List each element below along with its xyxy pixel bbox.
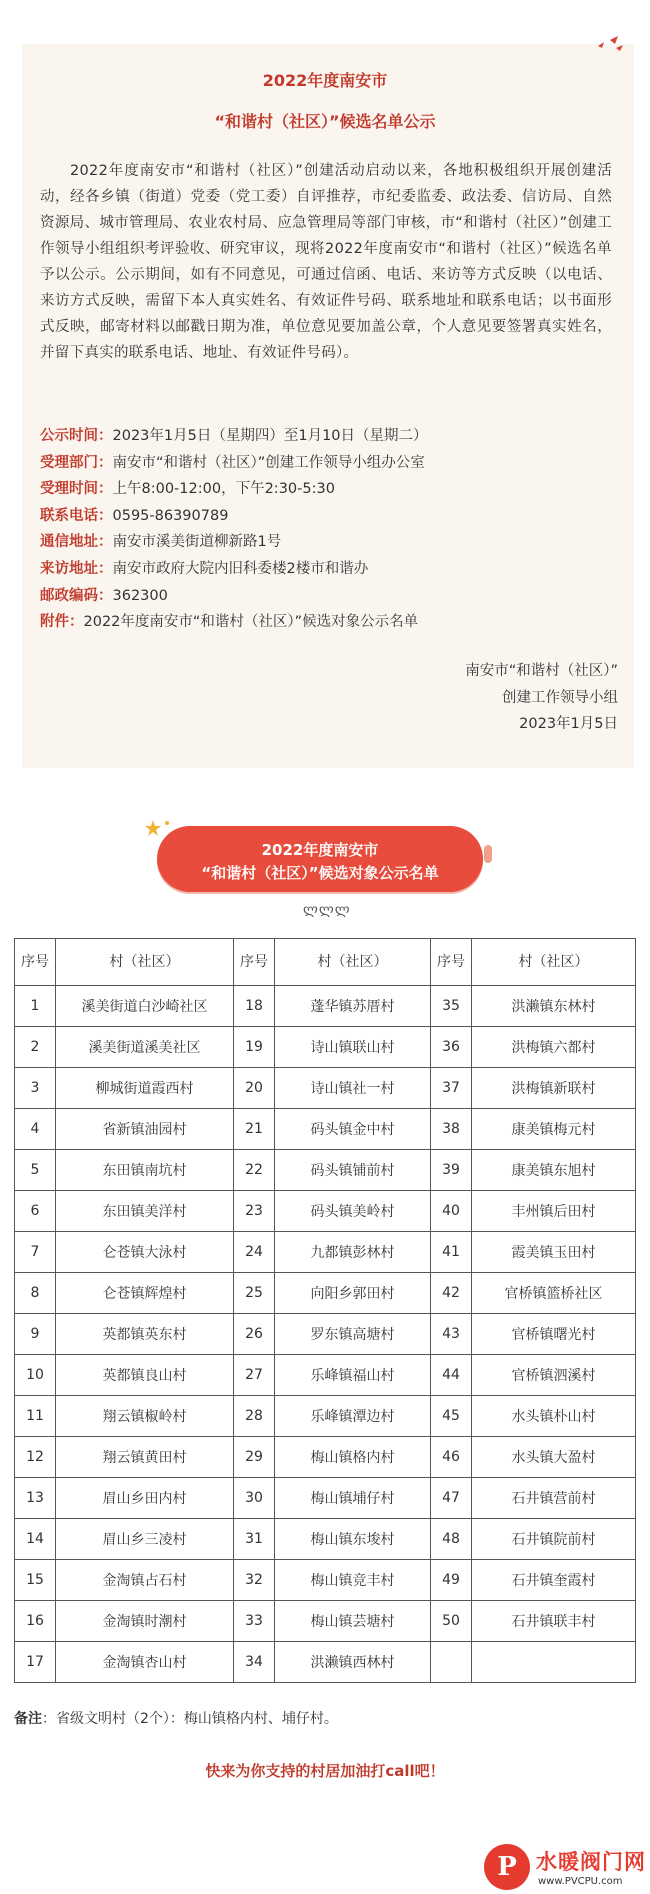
cell-village: 康美镇东旭村 xyxy=(472,1150,636,1191)
cell-number: 39 xyxy=(431,1150,472,1191)
cell-village: 码头镇金中村 xyxy=(275,1109,431,1150)
cell-number: 33 xyxy=(234,1601,275,1642)
cell-number: 42 xyxy=(431,1273,472,1314)
cell-number: 6 xyxy=(15,1191,56,1232)
info-value: 南安市政府大院内旧科委楼2楼市和谐办 xyxy=(112,560,369,577)
cell-number: 49 xyxy=(431,1560,472,1601)
cell-village: 梅山镇东埈村 xyxy=(275,1519,431,1560)
cell-village: 东田镇美洋村 xyxy=(56,1191,234,1232)
cell-number: 28 xyxy=(234,1396,275,1437)
cell-village: 官桥镇泗溪村 xyxy=(472,1355,636,1396)
cell-village: 官桥镇曙光村 xyxy=(472,1314,636,1355)
info-row-publicity-time: 公示时间：2023年1月5日（星期四）至1月10日（星期二） xyxy=(40,428,428,444)
cell-number: 3 xyxy=(15,1068,56,1109)
info-row-attachment: 附件：2022年度南安市“和谐村（社区）”候选对象公示名单 xyxy=(40,614,419,631)
cell-village: 眉山乡三凌村 xyxy=(56,1519,234,1560)
cell-number: 12 xyxy=(15,1437,56,1478)
logo-mark-icon: P xyxy=(484,1844,530,1890)
callout-text: 快来为你支持的村居加油打call吧！ xyxy=(205,1762,445,1780)
cell-village: 向阳乡郭田村 xyxy=(275,1273,431,1314)
cell-number: 18 xyxy=(234,986,275,1027)
cell-village: 石井镇联丰村 xyxy=(472,1601,636,1642)
cell-number: 1 xyxy=(15,986,56,1027)
table-row xyxy=(15,1314,636,1355)
info-value: 362300 xyxy=(112,587,168,604)
info-label: 受理部门 xyxy=(40,454,98,471)
cell-village: 康美镇梅元村 xyxy=(472,1109,636,1150)
cell-number: 10 xyxy=(15,1355,56,1396)
cell-village: 官桥镇篮桥社区 xyxy=(472,1273,636,1314)
cell-village: 翔云镇黄田村 xyxy=(56,1437,234,1478)
notice-body-text: 2022年度南安市“和谐村（社区）”创建活动启动以来，各地积极组织开展创建活动，经各乡镇（街道）党委（党工委）自评推荐，市纪委监委、政法委、信访局、自然资源局、城市管理局、农业农村局、应急管理局等部门审核，市“和谐村（社区）”创建工作领导小组组织考评验收、研究审议，现将2022年度南安市“和谐村（社区）”候选名单予以公示。公示期间，如有不同意见，可通过信函、电话、来访等方式反映（以电话、来访方式反映，需留下本人真实姓名、有效证件号码、联系地址和联系电话；以书面形式反映，邮寄材料以邮戳日期为准，单位意见要加盖公章，个人意见要签署真实姓名，并留下真实的联系电话、地址、有效证件号码）。 xyxy=(40,163,612,361)
cell-number: 40 xyxy=(431,1191,472,1232)
cell-number: 8 xyxy=(15,1273,56,1314)
cell-number: 25 xyxy=(234,1273,275,1314)
cell-number: 50 xyxy=(431,1601,472,1642)
remark-label: 备注 xyxy=(14,1711,42,1727)
site-logo xyxy=(480,1840,650,1894)
cell-number: 5 xyxy=(15,1150,56,1191)
cell-number: 43 xyxy=(431,1314,472,1355)
info-value: 南安市溪美街道柳新路1号 xyxy=(112,534,282,551)
cell-number: 7 xyxy=(15,1232,56,1273)
cell-village: 梅山镇埔仔村 xyxy=(275,1478,431,1519)
signature-group: 创建工作领导小组 xyxy=(502,689,618,706)
cell-village: 金淘镇占石村 xyxy=(56,1560,234,1601)
cell-village: 洪濑镇东林村 xyxy=(472,986,636,1027)
cell-number: 24 xyxy=(234,1232,275,1273)
cell-village: 乐峰镇潭边村 xyxy=(275,1396,431,1437)
table-row xyxy=(15,1027,636,1068)
table-row xyxy=(15,1191,636,1232)
cell-village: 溪美街道溪美社区 xyxy=(56,1027,234,1068)
cell-village: 英都镇英东村 xyxy=(56,1314,234,1355)
cell-number: 9 xyxy=(15,1314,56,1355)
signature-date: 2023年1月5日 xyxy=(519,716,618,732)
cell-village: 霞美镇玉田村 xyxy=(472,1232,636,1273)
table-row xyxy=(15,1273,636,1314)
table-row xyxy=(15,1109,636,1150)
cell-number: 15 xyxy=(15,1560,56,1601)
logo-name: 水暖阀门网 xyxy=(536,1850,646,1874)
cell-number: 27 xyxy=(234,1355,275,1396)
table-row xyxy=(15,1560,636,1601)
table-row xyxy=(15,1355,636,1396)
cell-village: 蓬华镇苏厝村 xyxy=(275,986,431,1027)
table-row xyxy=(15,1396,636,1437)
info-row-phone: 联系电话：0595-86390789 xyxy=(40,507,229,524)
cell-village: 诗山镇社一村 xyxy=(275,1068,431,1109)
table-row xyxy=(15,1519,636,1560)
swirl-decoration-icon: ლლლ xyxy=(303,902,351,918)
notice-body xyxy=(40,158,612,366)
cell-village: 仑苍镇辉煌村 xyxy=(56,1273,234,1314)
cell-village: 英都镇良山村 xyxy=(56,1355,234,1396)
cell-number: 47 xyxy=(431,1478,472,1519)
banner-line2: “和谐村（社区）”候选对象公示名单 xyxy=(201,864,439,882)
cell-number: 19 xyxy=(234,1027,275,1068)
table-row xyxy=(15,1068,636,1109)
banner-side-decoration xyxy=(484,845,492,863)
cell-number: 37 xyxy=(431,1068,472,1109)
cell-number: 46 xyxy=(431,1437,472,1478)
cell-village: 仑苍镇大泳村 xyxy=(56,1232,234,1273)
cell-village: 省新镇油园村 xyxy=(56,1109,234,1150)
cell-village: 溪美街道白沙崎社区 xyxy=(56,986,234,1027)
notice-title-line2: “和谐村（社区）”候选名单公示 xyxy=(214,112,436,131)
notice-title-line1: 2022年度南安市 xyxy=(262,71,388,90)
header-number: 序号 xyxy=(15,939,56,986)
table-row xyxy=(15,1150,636,1191)
cell-village: 石井镇院前村 xyxy=(472,1519,636,1560)
cell-village: 洪梅镇新联村 xyxy=(472,1068,636,1109)
cell-village: 九都镇彭林村 xyxy=(275,1232,431,1273)
banner-line1: 2022年度南安市 xyxy=(261,841,379,859)
cell-number: 45 xyxy=(431,1396,472,1437)
table-row xyxy=(15,986,636,1027)
cell-number: 14 xyxy=(15,1519,56,1560)
cell-village: 丰州镇后田村 xyxy=(472,1191,636,1232)
info-label: 邮政编码 xyxy=(40,587,98,604)
info-label: 来访地址 xyxy=(40,560,98,577)
info-row-visit-address: 来访地址：南安市政府大院内旧科委楼2楼市和谐办 xyxy=(40,560,369,577)
cell-number: 29 xyxy=(234,1437,275,1478)
cell-number xyxy=(431,1642,472,1683)
info-row-postcode: 邮政编码：362300 xyxy=(40,587,168,604)
cell-village: 金淘镇杏山村 xyxy=(56,1642,234,1683)
info-label: 通信地址 xyxy=(40,534,98,551)
cell-number: 38 xyxy=(431,1109,472,1150)
info-value: 2022年度南安市“和谐村（社区）”候选对象公示名单 xyxy=(83,614,419,631)
cell-village: 水头镇大盈村 xyxy=(472,1437,636,1478)
info-row-mail-address: 通信地址：南安市溪美街道柳新路1号 xyxy=(40,534,282,551)
table-row xyxy=(15,1642,636,1683)
cell-village: 水头镇朴山村 xyxy=(472,1396,636,1437)
table-body xyxy=(15,986,636,1683)
header-village: 村（社区） xyxy=(56,939,234,986)
signature-org: 南安市“和谐村（社区）” xyxy=(465,663,618,679)
cell-number: 30 xyxy=(234,1478,275,1519)
cell-village: 翔云镇椒岭村 xyxy=(56,1396,234,1437)
cell-village: 东田镇南坑村 xyxy=(56,1150,234,1191)
cell-number: 26 xyxy=(234,1314,275,1355)
cell-number: 35 xyxy=(431,986,472,1027)
cell-village: 梅山镇格内村 xyxy=(275,1437,431,1478)
cell-village: 石井镇营前村 xyxy=(472,1478,636,1519)
cell-village: 石井镇奎霞村 xyxy=(472,1560,636,1601)
cell-number: 17 xyxy=(15,1642,56,1683)
info-value: 2023年1月5日（星期四）至1月10日（星期二） xyxy=(112,428,428,444)
info-value: 上午8:00-12:00，下午2:30-5:30 xyxy=(112,481,335,498)
cell-number: 20 xyxy=(234,1068,275,1109)
cell-village: 乐峰镇福山村 xyxy=(275,1355,431,1396)
signature-block xyxy=(465,658,618,738)
cell-number: 48 xyxy=(431,1519,472,1560)
cell-number: 21 xyxy=(234,1109,275,1150)
table-row xyxy=(15,1601,636,1642)
notice-info-list xyxy=(40,423,620,636)
header-number: 序号 xyxy=(234,939,275,986)
info-row-hours: 受理时间：上午8:00-12:00，下午2:30-5:30 xyxy=(40,481,335,498)
info-row-department: 受理部门：南安市“和谐村（社区）”创建工作领导小组办公室 xyxy=(40,454,425,471)
cell-number: 22 xyxy=(234,1150,275,1191)
table-row xyxy=(15,1232,636,1273)
info-label: 联系电话 xyxy=(40,507,98,524)
remark-text: ：省级文明村（2个）：梅山镇格内村、埔仔村。 xyxy=(42,1711,338,1727)
cell-number: 41 xyxy=(431,1232,472,1273)
cell-number: 31 xyxy=(234,1519,275,1560)
cell-village: 梅山镇竞丰村 xyxy=(275,1560,431,1601)
info-label: 附件 xyxy=(40,614,69,631)
cell-number: 13 xyxy=(15,1478,56,1519)
table-row xyxy=(15,1437,636,1478)
cell-village: 金淘镇时潮村 xyxy=(56,1601,234,1642)
birds-decoration-icon xyxy=(596,34,626,54)
cell-number: 2 xyxy=(15,1027,56,1068)
info-label: 公示时间 xyxy=(40,428,98,444)
cell-number: 23 xyxy=(234,1191,275,1232)
cell-number: 11 xyxy=(15,1396,56,1437)
cell-village: 洪濑镇西林村 xyxy=(275,1642,431,1683)
cell-village: 诗山镇联山村 xyxy=(275,1027,431,1068)
header-number: 序号 xyxy=(431,939,472,986)
cell-village xyxy=(472,1642,636,1683)
info-value: 南安市“和谐村（社区）”创建工作领导小组办公室 xyxy=(112,454,425,471)
info-label: 受理时间 xyxy=(40,481,98,498)
cell-village: 码头镇美岭村 xyxy=(275,1191,431,1232)
cell-number: 4 xyxy=(15,1109,56,1150)
cell-village: 洪梅镇六都村 xyxy=(472,1027,636,1068)
logo-url: www.PVCPU.com xyxy=(538,1876,623,1887)
table-row xyxy=(15,1478,636,1519)
table-header-row xyxy=(15,939,636,986)
info-value: 0595-86390789 xyxy=(112,507,229,524)
cell-village: 码头镇铺前村 xyxy=(275,1150,431,1191)
cell-number: 32 xyxy=(234,1560,275,1601)
cell-village: 眉山乡田内村 xyxy=(56,1478,234,1519)
cell-number: 44 xyxy=(431,1355,472,1396)
cell-village: 梅山镇芸塘村 xyxy=(275,1601,431,1642)
cell-village: 柳城街道霞西村 xyxy=(56,1068,234,1109)
header-village: 村（社区） xyxy=(275,939,431,986)
list-banner xyxy=(157,826,483,892)
header-village: 村（社区） xyxy=(472,939,636,986)
candidate-table xyxy=(14,938,636,1683)
cell-number: 34 xyxy=(234,1642,275,1683)
cell-village: 罗东镇高塘村 xyxy=(275,1314,431,1355)
cell-number: 36 xyxy=(431,1027,472,1068)
cell-number: 16 xyxy=(15,1601,56,1642)
remark xyxy=(14,1708,338,1728)
